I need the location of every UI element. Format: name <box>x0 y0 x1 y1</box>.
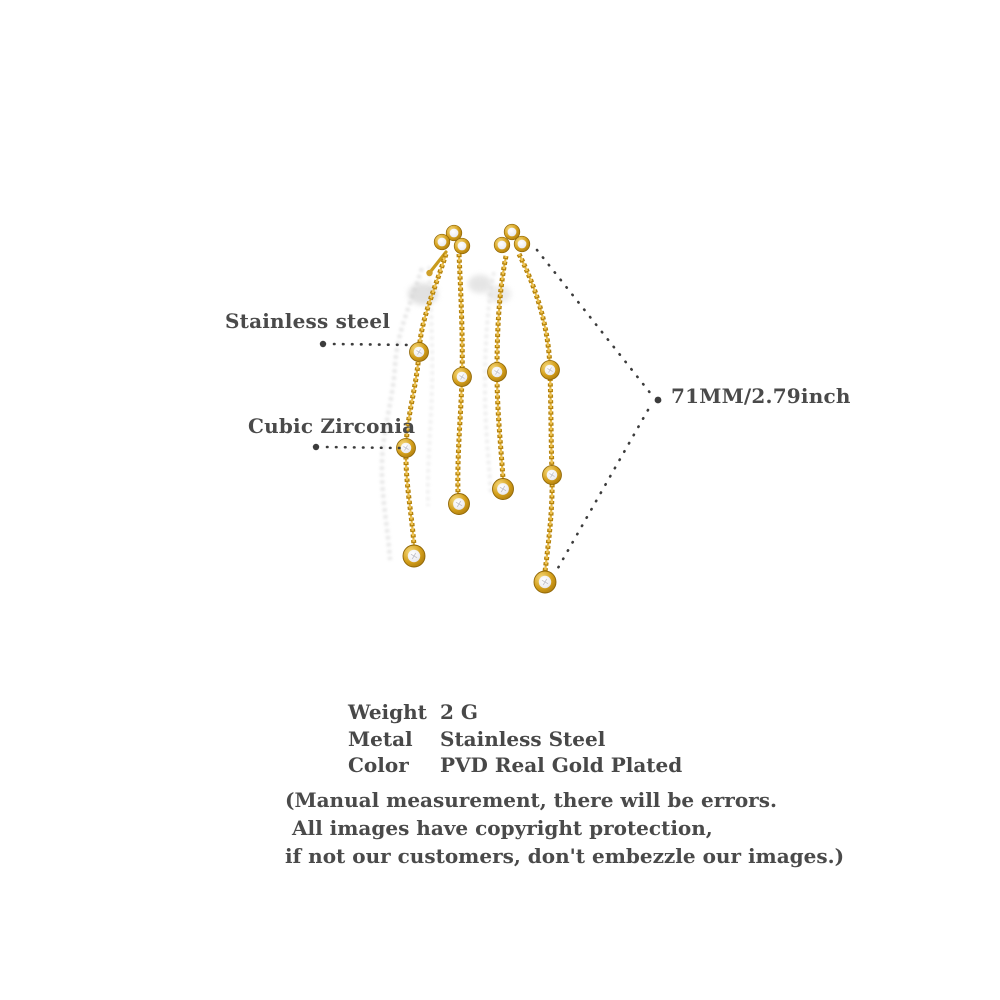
spec-table <box>348 700 682 780</box>
disclaimer-text <box>285 786 844 870</box>
stud-cluster <box>434 225 470 254</box>
spec-label: Color <box>348 753 409 777</box>
cubic-zirconia-label: Cubic Zirconia <box>248 414 416 438</box>
cz-stone <box>410 343 429 362</box>
disclaimer-line: (Manual measurement, there will be errors. <box>285 788 777 812</box>
length-label: 71MM/2.79inch <box>671 384 851 408</box>
shadow <box>382 266 511 560</box>
disclaimer-line: if not our customers, don't embezzle our images.) <box>285 844 845 868</box>
cz-stone <box>453 368 472 387</box>
measurement-dotted-line <box>537 250 661 568</box>
stainless-steel-label: Stainless steel <box>225 309 391 333</box>
spec-value: Stainless Steel <box>440 726 606 751</box>
spec-label: Metal <box>348 726 413 751</box>
stud-cluster <box>494 224 530 253</box>
cz-drop-stone <box>493 479 514 500</box>
spec-row-weight <box>348 700 682 727</box>
cz-stone <box>543 466 562 485</box>
left-earring <box>397 225 472 567</box>
spec-row-color <box>348 753 682 780</box>
cz-drop-stone <box>403 545 425 567</box>
spec-value: 2 G <box>440 700 478 724</box>
spec-row-metal <box>348 727 682 754</box>
cz-drop-stone <box>449 494 470 515</box>
leader-line-cubic-zirconia <box>313 444 400 450</box>
disclaimer-line: All images have copyright protection, <box>285 816 713 840</box>
spec-label: Weight <box>348 700 427 724</box>
chain-strand <box>519 254 552 572</box>
spec-value: PVD Real Gold Plated <box>440 753 683 777</box>
right-earring <box>488 224 562 593</box>
cz-stone <box>541 361 560 380</box>
cz-drop-stone <box>534 571 556 593</box>
cz-stone <box>488 363 507 382</box>
